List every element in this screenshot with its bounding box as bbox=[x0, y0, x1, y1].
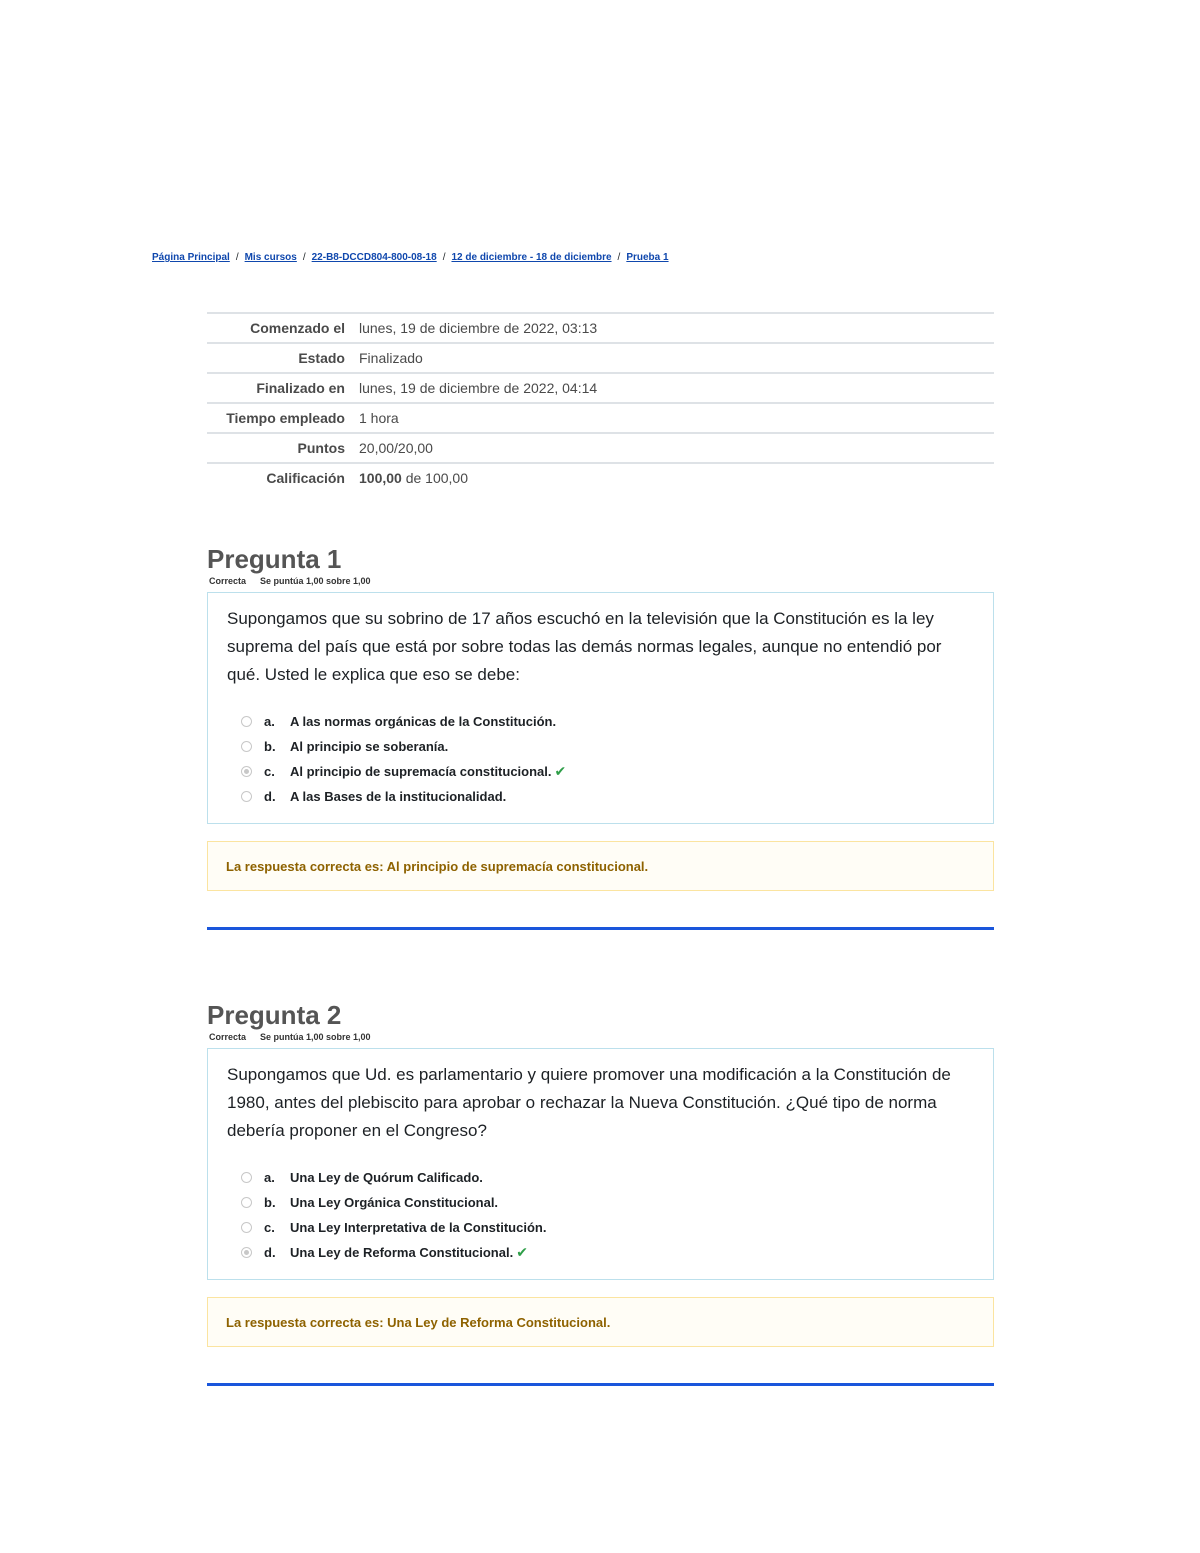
answer-option-b[interactable] bbox=[241, 1190, 975, 1215]
answer-letter: a. bbox=[264, 714, 275, 729]
correct-answer-feedback: La respuesta correcta es: Una Ley de Reforma Constitucional. bbox=[207, 1297, 994, 1347]
question-status: Correcta bbox=[209, 576, 247, 586]
summary-value: lunes, 19 de diciembre de 2022, 03:13 bbox=[359, 320, 598, 336]
question-score: Se puntúa 1,00 sobre 1,00 bbox=[260, 1032, 371, 1042]
summary-label: Puntos bbox=[297, 440, 345, 456]
answer-option-c[interactable] bbox=[241, 1215, 975, 1240]
summary-row-grade bbox=[207, 463, 994, 492]
radio-icon[interactable] bbox=[241, 766, 252, 777]
question-text: Supongamos que Ud. es parlamentario y quiere promover una modificación a la Constitución de 1980, antes del plebiscito para aprobar o rechazar la Nueva Constitución. ¿Qué tipo de norma debería proponer en el Congreso? bbox=[227, 1065, 951, 1140]
check-icon: ✔ bbox=[516, 1244, 528, 1260]
answer-list bbox=[227, 1165, 975, 1265]
summary-row-finished bbox=[207, 373, 994, 403]
question-box bbox=[207, 592, 994, 824]
question-score: Se puntúa 1,00 sobre 1,00 bbox=[260, 576, 371, 586]
answer-text: Una Ley de Reforma Constitucional. bbox=[290, 1245, 514, 1260]
grade-value: 100,00 bbox=[359, 470, 402, 486]
correct-answer-feedback: La respuesta correcta es: Al principio de supremacía constitucional. bbox=[207, 841, 994, 891]
question-title: Pregunta 2 bbox=[207, 1000, 342, 1030]
breadcrumb-quiz-link[interactable]: Prueba 1 bbox=[626, 252, 669, 263]
answer-letter: d. bbox=[264, 1245, 276, 1260]
breadcrumb-my-courses-link[interactable]: Mis cursos bbox=[244, 252, 297, 263]
summary-value: Finalizado bbox=[359, 350, 423, 366]
answer-text: Una Ley Orgánica Constitucional. bbox=[290, 1195, 499, 1210]
summary-row-points bbox=[207, 433, 994, 463]
breadcrumb-separator: / bbox=[302, 252, 306, 263]
grade-suffix: de 100,00 bbox=[405, 470, 469, 486]
breadcrumb bbox=[152, 252, 669, 263]
answer-option-d[interactable] bbox=[241, 784, 975, 809]
answer-text: Una Ley Interpretativa de la Constitución. bbox=[290, 1220, 547, 1235]
radio-icon[interactable] bbox=[241, 1222, 252, 1233]
breadcrumb-week-link[interactable]: 12 de diciembre - 18 de diciembre bbox=[451, 252, 612, 263]
summary-value: 20,00/20,00 bbox=[359, 440, 433, 456]
answer-letter: b. bbox=[264, 1195, 276, 1210]
question-title: Pregunta 1 bbox=[207, 544, 342, 574]
answer-text: Una Ley de Quórum Calificado. bbox=[290, 1170, 483, 1185]
answer-letter: c. bbox=[264, 1220, 275, 1235]
answer-text: Al principio se soberanía. bbox=[290, 739, 449, 754]
radio-icon[interactable] bbox=[241, 741, 252, 752]
breadcrumb-home-link[interactable]: Página Principal bbox=[152, 252, 230, 263]
breadcrumb-separator: / bbox=[442, 252, 446, 263]
question-1 bbox=[207, 544, 994, 930]
summary-label: Estado bbox=[298, 350, 345, 366]
summary-value: 1 hora bbox=[359, 410, 399, 426]
answer-option-a[interactable] bbox=[241, 1165, 975, 1190]
answer-text: A las Bases de la institucionalidad. bbox=[290, 789, 507, 804]
breadcrumb-separator: / bbox=[617, 252, 621, 263]
answer-letter: c. bbox=[264, 764, 275, 779]
summary-row-time bbox=[207, 403, 994, 433]
radio-icon[interactable] bbox=[241, 716, 252, 727]
summary-value bbox=[357, 463, 994, 492]
question-info bbox=[209, 1032, 994, 1042]
question-info bbox=[209, 576, 994, 586]
summary-value: lunes, 19 de diciembre de 2022, 04:14 bbox=[359, 380, 598, 396]
answer-letter: a. bbox=[264, 1170, 275, 1185]
question-box bbox=[207, 1048, 994, 1280]
answer-option-b[interactable] bbox=[241, 734, 975, 759]
radio-icon[interactable] bbox=[241, 791, 252, 802]
summary-label: Comenzado el bbox=[250, 320, 345, 336]
radio-icon[interactable] bbox=[241, 1172, 252, 1183]
question-2 bbox=[207, 1000, 994, 1386]
answer-list bbox=[227, 709, 975, 809]
attempt-summary-table bbox=[207, 312, 994, 492]
question-divider bbox=[207, 1383, 994, 1386]
question-divider bbox=[207, 927, 994, 930]
summary-label: Calificación bbox=[266, 470, 345, 486]
summary-row-started bbox=[207, 313, 994, 343]
breadcrumb-separator: / bbox=[235, 252, 239, 263]
summary-label: Tiempo empleado bbox=[226, 410, 345, 426]
breadcrumb-course-link[interactable]: 22-B8-DCCD804-800-08-18 bbox=[311, 252, 437, 263]
summary-row-state bbox=[207, 343, 994, 373]
radio-icon[interactable] bbox=[241, 1247, 252, 1258]
question-text: Supongamos que su sobrino de 17 años escuchó en la televisión que la Constitución es la ley suprema del país que está por sobre todas las demás normas legales, aunque no entendió por qué. Usted le explica que eso se debe: bbox=[227, 609, 942, 684]
answer-letter: b. bbox=[264, 739, 276, 754]
question-status: Correcta bbox=[209, 1032, 247, 1042]
radio-icon[interactable] bbox=[241, 1197, 252, 1208]
answer-option-c[interactable] bbox=[241, 759, 975, 784]
answer-text: Al principio de supremacía constitucional. bbox=[290, 764, 552, 779]
answer-option-a[interactable] bbox=[241, 709, 975, 734]
answer-text: A las normas orgánicas de la Constitución. bbox=[290, 714, 557, 729]
summary-label: Finalizado en bbox=[256, 380, 345, 396]
answer-option-d[interactable] bbox=[241, 1240, 975, 1265]
check-icon: ✔ bbox=[554, 763, 567, 779]
answer-letter: d. bbox=[264, 789, 276, 804]
